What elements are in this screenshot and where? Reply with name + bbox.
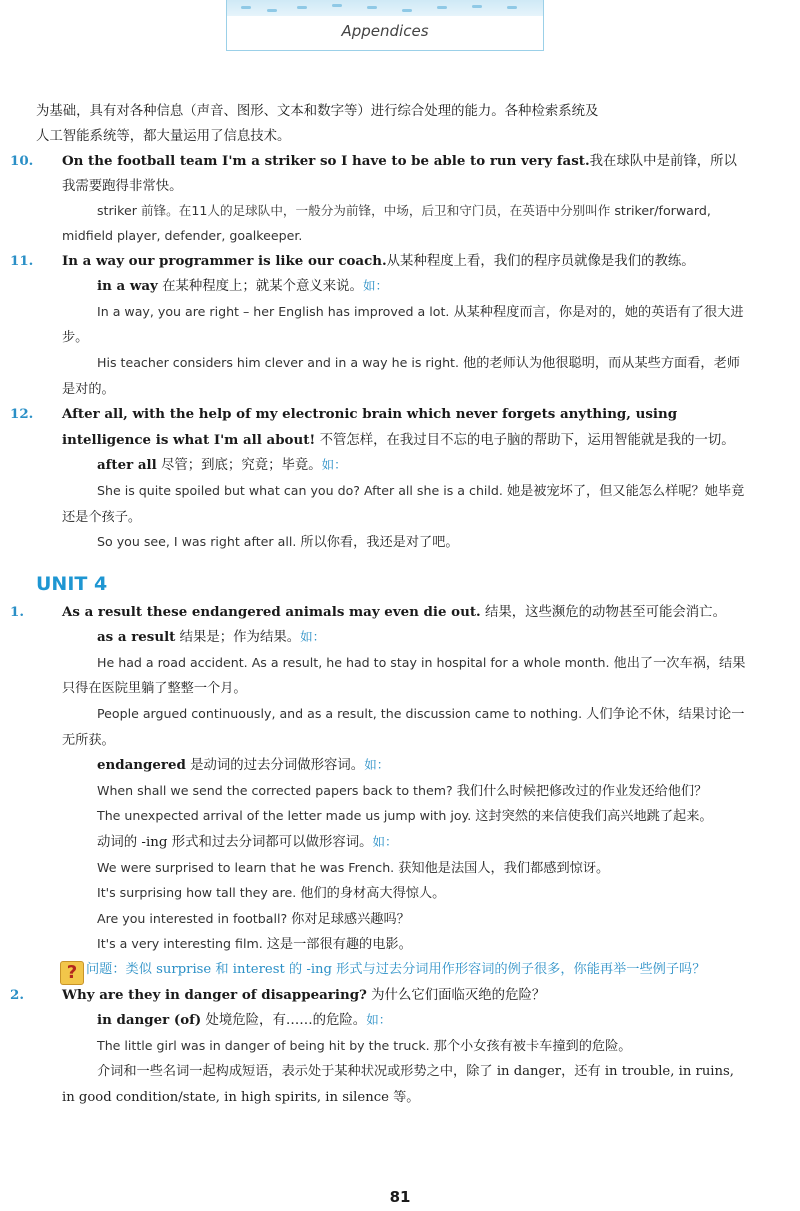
item-10: 10. On the football team I'm a striker so I have to be able to run very fast.我在球队中是前锋，所以我需要跑得非常快。	[10, 153, 737, 194]
unit4-item-2-note: 介词和一些名词一起构成短语，表示处于某种状况或形势之中，除了 in danger，还有 in trouble, in ruins, in good condition/state, in high spirits, in silence 等。	[62, 1064, 734, 1105]
question-mark-icon: ?	[60, 961, 84, 985]
unit4-item-2-zh: 为什么它们面临灭绝的危险？	[371, 987, 546, 1003]
item-11: 11. In a way our programmer is like our coach.从某种程度上看，我们的程序员就像是我们的教练。	[10, 252, 695, 269]
unit4-item-1-example-4: The unexpected arrival of the letter made us jump with joy. 这封突然的来信使我们高兴地跳了起来。	[97, 808, 713, 825]
unit4-item-1-example-8: It's a very interesting film. 这是一部很有趣的电影。	[97, 936, 412, 953]
item-11-zh: 从某种程度上看，我们的程序员就像是我们的教练。	[386, 253, 695, 269]
unit4-item-1-zh: 结果，这些濒危的动物甚至可能会消亡。	[484, 604, 726, 620]
unit4-item-1-example-5: We were surprised to learn that he was French. 获知他是法国人，我们都感到惊讶。	[97, 859, 610, 876]
header-title: Appendices	[341, 22, 429, 40]
question-box	[36, 958, 748, 983]
question-text: 问题：类似 surprise 和 interest 的 -ing 形式与过去分词用作形容词的例子很多，你能再举一些例子吗？	[86, 962, 706, 977]
unit4-item-1-example-7: Are you interested in football? 你对足球感兴趣吗？	[97, 910, 410, 927]
item-10-note: striker 前锋。在11人的足球队中，一般分为前锋，中场，后卫和守门员，在英语中分别叫作 striker/forward, midfield player, defender, goalkeeper.	[62, 203, 711, 243]
running-header	[226, 0, 544, 51]
unit-4-heading: UNIT 4	[36, 572, 108, 595]
item-12-example-2: So you see, I was right after all. 所以你看，我还是对了吧。	[97, 534, 459, 551]
item-12-zh: 不管怎样，在我过目不忘的电子脑的帮助下，运用智能就是我的一切。	[319, 432, 735, 448]
item-11-example-2: His teacher considers him clever and in a way he is right. 他的老师认为他很聪明，而从某些方面看，老师是对的。	[62, 354, 740, 397]
item-12-example-1: She is quite spoiled but what can you do? After all she is a child. 她是被宠坏了，但又能怎么样呢？她毕竟还是个孩子。	[62, 482, 745, 525]
unit4-item-1-example-1: He had a road accident. As a result, he had to stay in hospital for a whole month. 他出了一次车祸，结果只得在医院里躺了整整一个月。	[62, 654, 746, 697]
unit4-item-1: 1. As a result these endangered animals may even die out. 结果，这些濒危的动物甚至可能会消亡。	[10, 603, 726, 620]
item-10-zh: 我在球队中是前锋，所以我需要跑得非常快。	[62, 154, 737, 194]
item-11-en: In a way our programmer is like our coach.	[62, 252, 387, 269]
item-11-example-1: In a way, you are right – her English has improved a lot. 从某种程度而言，你是对的，她的英语有了很大进步。	[62, 303, 744, 346]
item-12: 12. After all, with the help of my electronic brain which never forgets anything, using intelligence is what I'm all about! 不管怎样，在我过目不忘的电子脑的帮助下，运用智能就是我的一切。	[10, 406, 735, 448]
page-number: 81	[389, 1188, 411, 1206]
header-decoration	[227, 0, 543, 16]
unit4-item-2: 2. Why are they in danger of disappearing? 为什么它们面临灭绝的危险？	[10, 986, 546, 1003]
intro-line-1: 为基础，具有对各种信息（声音、图形、文本和数字等）进行综合处理的能力。各种检索系统及	[36, 104, 599, 119]
unit4-item-2-phrase: in danger (of) 处境危险，有……的危险。如：	[97, 1012, 392, 1029]
page-content	[10, 100, 748, 1111]
intro-line-2: 人工智能系统等，都大量运用了信息技术。	[36, 128, 291, 144]
unit4-item-1-en: As a result these endangered animals may even die out.	[62, 603, 481, 620]
unit4-item-1-example-2: People argued continuously, and as a result, the discussion came to nothing. 人们争论不休，结果讨论一无所获。	[62, 706, 745, 748]
unit4-item-1-phrase-3: 动词的 -ing 形式和过去分词都可以做形容词。如：	[97, 834, 398, 851]
unit4-item-1-example-6: It's surprising how tall they are. 他们的身材高大得惊人。	[97, 885, 446, 902]
unit4-item-1-phrase-2: endangered 是动词的过去分词做形容词。如：	[97, 757, 390, 774]
unit4-item-2-en: Why are they in danger of disappearing?	[62, 986, 367, 1003]
item-12-en: After all, with the help of my electronic brain which never forgets anything, using intelligence is what I'm all about!	[62, 406, 678, 448]
item-11-phrase: in a way 在某种程度上；就某个意义来说。如：	[97, 278, 388, 295]
unit4-item-2-example: The little girl was in danger of being hit by the truck. 那个小女孩有被卡车撞到的危险。	[97, 1037, 632, 1054]
unit4-item-1-example-3: When shall we send the corrected papers back to them? 我们什么时候把修改过的作业发还给他们？	[97, 782, 708, 799]
unit4-item-1-phrase-1: as a result 结果是；作为结果。如：	[97, 629, 326, 646]
item-10-en: On the football team I'm a striker so I have to be able to run very fast.	[62, 153, 590, 170]
item-12-phrase: after all 尽管；到底；究竟；毕竟。如：	[97, 457, 347, 474]
